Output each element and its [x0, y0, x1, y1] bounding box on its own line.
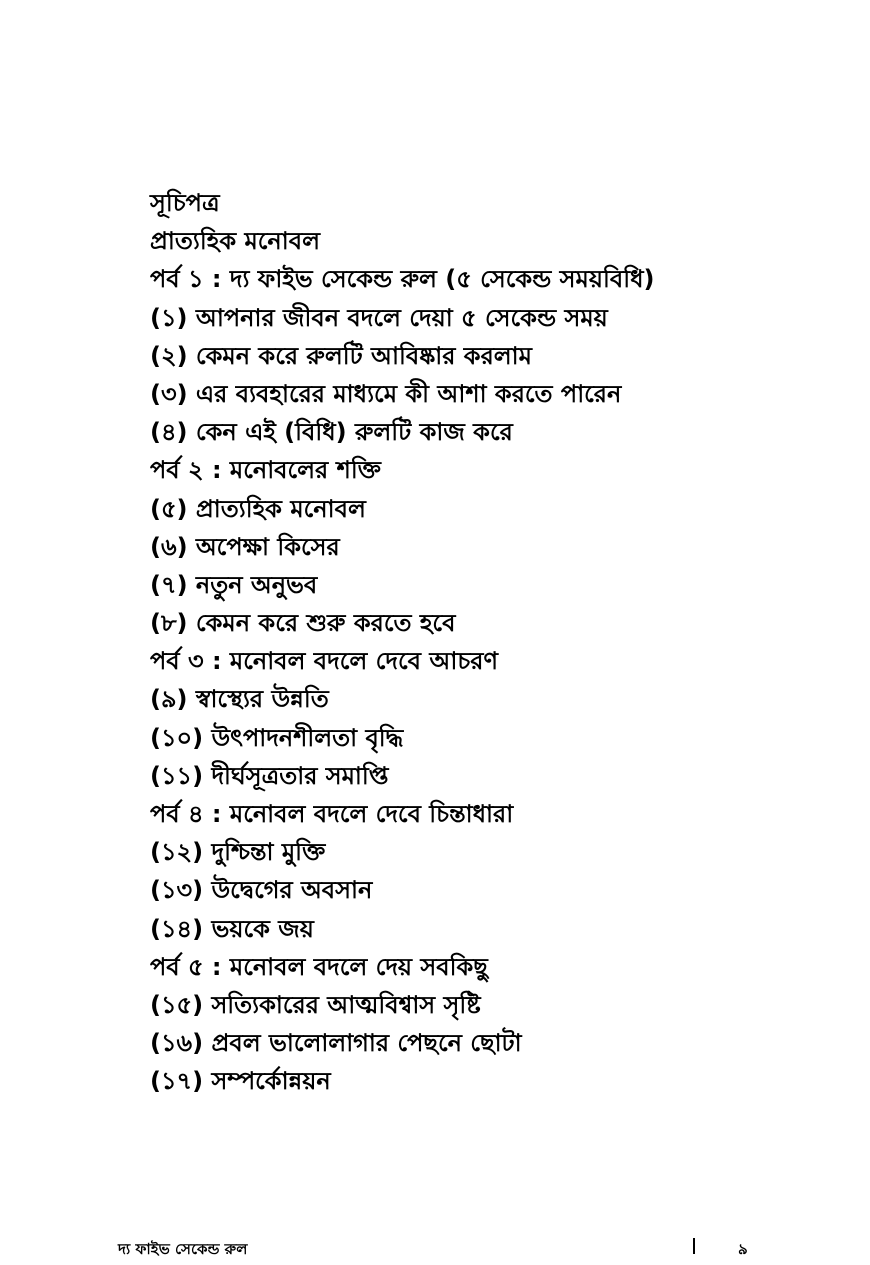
toc-entry: (১) আপনার জীবন বদলে দেয়া ৫ সেকেন্ড সময় [150, 303, 608, 332]
toc-part-heading: পর্ব ৪ : মনোবল বদলে দেবে চিন্তাধারা [150, 800, 514, 828]
toc-entry: (২) কেমন করে রুলটি আবিষ্কার করলাম [150, 341, 532, 370]
toc-part-heading: পর্ব ৩ : মনোবল বদলে দেবে আচরণ [150, 647, 498, 676]
toc-entry: (১২) দুশ্চিন্তা মুক্তি [150, 838, 326, 867]
page-number: ৯ [738, 1240, 748, 1258]
toc-entry-list [150, 222, 810, 1100]
toc-entry: (১৩) উদ্বেগের অবসান [150, 876, 373, 905]
footer-book-title: দ্য ফাইভ সেকেন্ড রুল [118, 1240, 248, 1258]
toc-entry: (৯) স্বাস্থ্যের উন্নতি [150, 685, 329, 714]
toc-entry: (৩) এর ব্যবহারের মাধ্যমে কী আশা করতে পারেন [150, 379, 622, 408]
toc-entry: (৪) কেন এই (বিধি) রুলটি কাজ করে [150, 418, 513, 447]
toc-entry: (১৫) সত্যিকারের আত্মবিশ্বাস সৃষ্টি [150, 990, 481, 1019]
page-footer [0, 1232, 870, 1262]
toc-part-heading: পর্ব ১ : দ্য ফাইভ সেকেন্ড রুল (৫ সেকেন্ড সময়বিধি) [150, 265, 655, 294]
toc-entry: (৭) নতুন অনুভব [150, 570, 318, 599]
toc-entry: (১৬) প্রবল ভালোলাগার পেছনে ছোটা [150, 1029, 522, 1058]
toc-entry: (৮) কেমন করে শুরু করতে হবে [150, 609, 456, 638]
table-of-contents [150, 184, 810, 1101]
footer-separator [693, 1238, 695, 1254]
toc-entry: (১১) দীর্ঘসূত্রতার সমাপ্তি [150, 761, 389, 790]
toc-entry: (১০) উৎপাদনশীলতা বৃদ্ধি [150, 723, 404, 752]
toc-part-heading: পর্ব ২ : মনোবলের শক্তি [150, 456, 381, 485]
toc-entry: (১৭) সম্পর্কোন্নয়ন [150, 1067, 331, 1096]
toc-entry: (১৪) ভয়কে জয় [150, 914, 314, 943]
toc-entry: (৫) প্রাত্যহিক মনোবল [150, 494, 366, 523]
toc-part-heading: পর্ব ৫ : মনোবল বদলে দেয় সবকিছু [150, 952, 488, 981]
toc-entry: (৬) অপেক্ষা কিসের [150, 532, 340, 561]
toc-entry: প্রাত্যহিক মনোবল [150, 227, 320, 256]
toc-title: সূচিপত্র [150, 189, 220, 217]
